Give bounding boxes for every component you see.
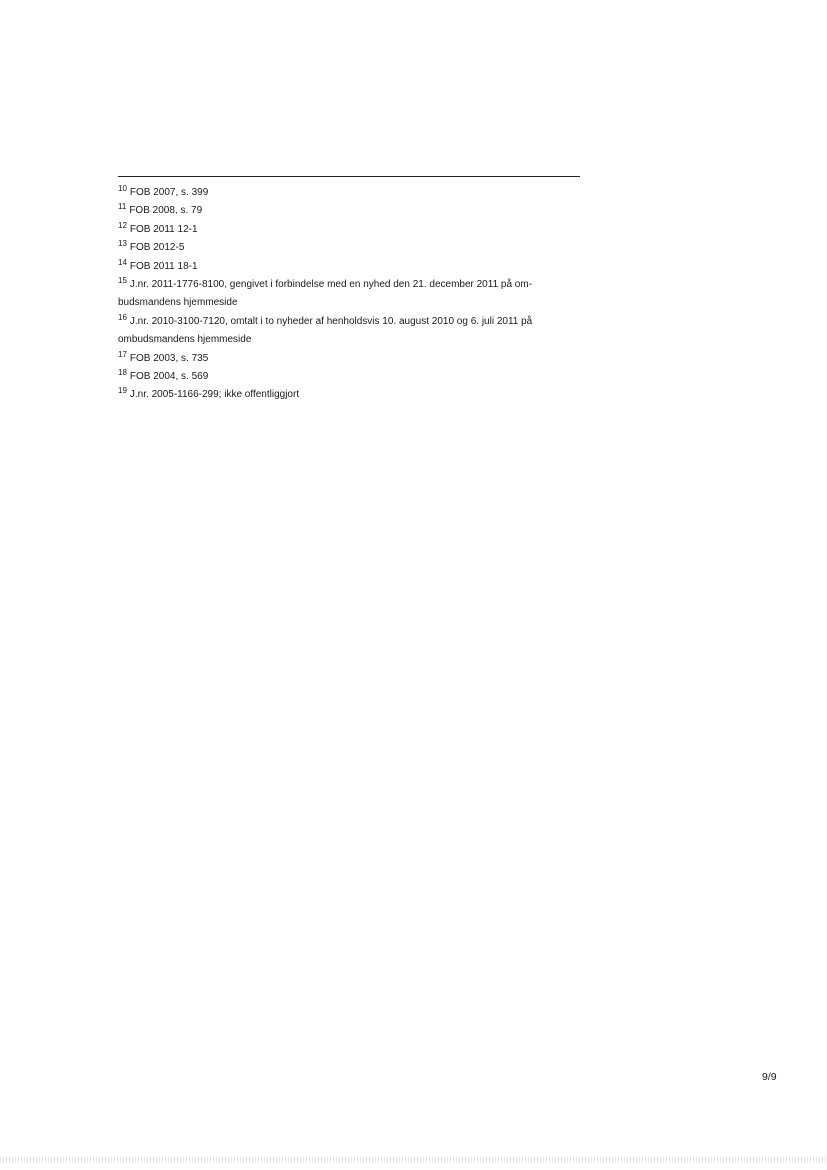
- footnote-number: 13: [118, 239, 127, 249]
- footnote-16: [118, 313, 578, 350]
- footnote-12: [118, 221, 578, 239]
- footnote-17: [118, 350, 578, 368]
- footnote-text: FOB 2003, s. 735: [129, 352, 209, 364]
- footnote-11: [118, 202, 578, 220]
- footnote-number: 19: [118, 386, 127, 396]
- footnote-text: J.nr. 2005-1166-299; ikke offentliggjort: [129, 389, 300, 401]
- footnote-19: [118, 386, 578, 404]
- footnote-10: [118, 184, 578, 202]
- footnote-text: J.nr. 2010-3100-7120, omtalt i to nyheder af henholdsvis 10. august 2010 og 6. juli 2011 på ombudsmandens hjemmeside: [118, 315, 533, 346]
- footnote-number: 16: [118, 312, 127, 322]
- footnote-separator: [118, 176, 580, 177]
- footnote-number: 12: [118, 220, 127, 230]
- footnote-number: 15: [118, 276, 127, 286]
- footnote-text: FOB 2011 12-1: [129, 223, 198, 235]
- footnote-text: FOB 2011 18-1: [129, 260, 198, 272]
- footnote-text: FOB 2007, s. 399: [129, 187, 209, 198]
- footnote-text: FOB 2004, s. 569: [129, 371, 209, 383]
- footnote-13: [118, 239, 578, 257]
- footnote-text: FOB 2008, s. 79: [129, 205, 203, 217]
- footnote-number: 14: [118, 257, 127, 267]
- footnote-text: J.nr. 2011-1776-8100, gengivet i forbindelse med en nyhed den 21. december 2011 på om-budsmandens hjemmeside: [118, 279, 533, 309]
- footnote-number: 18: [118, 368, 127, 378]
- footnotes-list: [118, 184, 578, 405]
- footnote-number: 17: [118, 349, 127, 359]
- footnote-15: [118, 276, 578, 313]
- page-number: 9/9: [762, 1071, 777, 1083]
- footnote-14: [118, 258, 578, 276]
- footnote-number: 10: [118, 184, 127, 193]
- footnote-text: FOB 2012-5: [129, 242, 185, 254]
- scan-artifact-edge: [0, 1157, 827, 1162]
- footnote-18: [118, 368, 578, 386]
- footnote-number: 11: [118, 202, 127, 212]
